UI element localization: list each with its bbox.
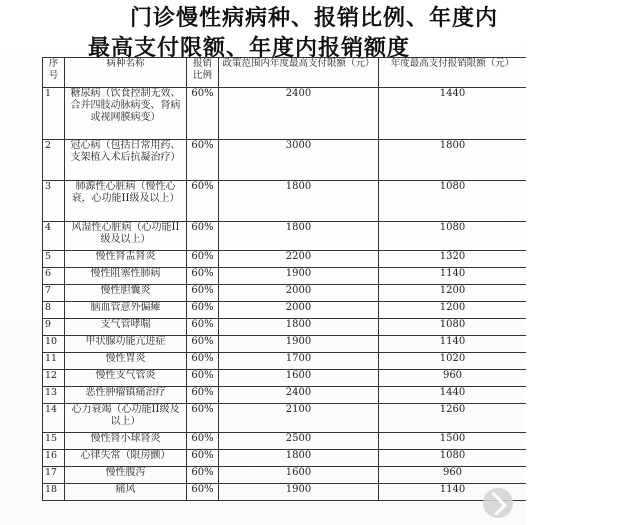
cell-limit: 2000 bbox=[219, 285, 379, 302]
cell-no: 12 bbox=[43, 370, 65, 387]
header-name: 病种名称 bbox=[65, 58, 187, 88]
cell-limit: 1600 bbox=[219, 467, 379, 484]
cell-reimb: 1200 bbox=[379, 302, 527, 319]
cell-no: 5 bbox=[43, 251, 65, 268]
cell-reimb: 1080 bbox=[379, 450, 527, 467]
table-row bbox=[43, 336, 527, 353]
table-row bbox=[43, 450, 527, 467]
cell-reimb: 1080 bbox=[379, 181, 527, 222]
cell-rate: 60% bbox=[187, 484, 219, 501]
cell-rate: 60% bbox=[187, 450, 219, 467]
cell-reimb: 1200 bbox=[379, 285, 527, 302]
cell-reimb: 1080 bbox=[379, 222, 527, 251]
cell-limit: 1800 bbox=[219, 181, 379, 222]
cell-limit: 1900 bbox=[219, 336, 379, 353]
cell-reimb: 960 bbox=[379, 467, 527, 484]
right-blank-area bbox=[526, 0, 640, 525]
cell-reimb: 1140 bbox=[379, 268, 527, 285]
table-row bbox=[43, 387, 527, 404]
cell-rate: 60% bbox=[187, 222, 219, 251]
cell-disease-name: 痛风 bbox=[65, 484, 187, 501]
cell-no: 1 bbox=[43, 88, 65, 140]
cell-reimb: 1440 bbox=[379, 88, 527, 140]
table-row bbox=[43, 433, 527, 450]
cell-reimb: 1320 bbox=[379, 251, 527, 268]
cell-disease-name: 风湿性心脏病（心功能II级及以上） bbox=[65, 222, 187, 251]
cell-rate: 60% bbox=[187, 181, 219, 222]
cell-rate: 60% bbox=[187, 319, 219, 336]
cell-disease-name: 甲状腺功能亢进症 bbox=[65, 336, 187, 353]
next-arrow-icon[interactable] bbox=[483, 488, 513, 518]
title-line-1: 门诊慢性病病种、报销比例、年度内 bbox=[130, 6, 499, 31]
cell-no: 14 bbox=[43, 404, 65, 433]
cell-reimb: 1140 bbox=[379, 484, 527, 501]
cell-rate: 60% bbox=[187, 285, 219, 302]
cell-limit: 2400 bbox=[219, 387, 379, 404]
cell-disease-name: 慢性肾小球肾炎 bbox=[65, 433, 187, 450]
cell-no: 17 bbox=[43, 467, 65, 484]
cell-rate: 60% bbox=[187, 268, 219, 285]
cell-no: 6 bbox=[43, 268, 65, 285]
cell-no: 8 bbox=[43, 302, 65, 319]
cell-rate: 60% bbox=[187, 353, 219, 370]
disease-table bbox=[42, 57, 527, 501]
table-row bbox=[43, 181, 527, 222]
cell-limit: 1800 bbox=[219, 450, 379, 467]
cell-reimb: 1800 bbox=[379, 140, 527, 181]
cell-no: 16 bbox=[43, 450, 65, 467]
cell-limit: 1700 bbox=[219, 353, 379, 370]
cell-limit: 2400 bbox=[219, 88, 379, 140]
cell-limit: 3000 bbox=[219, 140, 379, 181]
cell-rate: 60% bbox=[187, 251, 219, 268]
cell-disease-name: 慢性腹泻 bbox=[65, 467, 187, 484]
cell-no: 15 bbox=[43, 433, 65, 450]
table-row bbox=[43, 404, 527, 433]
cell-reimb: 1020 bbox=[379, 353, 527, 370]
cell-rate: 60% bbox=[187, 302, 219, 319]
cell-limit: 2200 bbox=[219, 251, 379, 268]
cell-rate: 60% bbox=[187, 88, 219, 140]
cell-rate: 60% bbox=[187, 433, 219, 450]
table-body bbox=[43, 88, 527, 501]
table-row bbox=[43, 88, 527, 140]
cell-rate: 60% bbox=[187, 387, 219, 404]
cell-no: 2 bbox=[43, 140, 65, 181]
cell-disease-name: 脑血管意外偏瘫 bbox=[65, 302, 187, 319]
cell-rate: 60% bbox=[187, 140, 219, 181]
cell-disease-name: 冠心病（包括日常用药、支架植入术后抗凝治疗） bbox=[65, 140, 187, 181]
cell-reimb: 1440 bbox=[379, 387, 527, 404]
cell-disease-name: 慢性胆囊炎 bbox=[65, 285, 187, 302]
cell-no: 10 bbox=[43, 336, 65, 353]
cell-no: 4 bbox=[43, 222, 65, 251]
table-row bbox=[43, 319, 527, 336]
cell-limit: 2100 bbox=[219, 404, 379, 433]
cell-no: 7 bbox=[43, 285, 65, 302]
cell-disease-name: 支气管哮喘 bbox=[65, 319, 187, 336]
table-row bbox=[43, 353, 527, 370]
cell-no: 18 bbox=[43, 484, 65, 501]
cell-rate: 60% bbox=[187, 336, 219, 353]
cell-disease-name: 糖尿病（饮食控制无效、合并四肢动脉病变、肾病或视网膜病变） bbox=[65, 88, 187, 140]
title-line-2: 最高支付限额、年度内报销额度 bbox=[88, 36, 411, 61]
table-header-row bbox=[43, 58, 527, 88]
table-row bbox=[43, 302, 527, 319]
cell-rate: 60% bbox=[187, 467, 219, 484]
cell-limit: 1800 bbox=[219, 319, 379, 336]
cell-disease-name: 心力衰竭（心功能II级及以上） bbox=[65, 404, 187, 433]
cell-rate: 60% bbox=[187, 370, 219, 387]
cell-disease-name: 肺源性心脏病（慢性心衰，心功能II级及以上） bbox=[65, 181, 187, 222]
cell-disease-name: 慢性胃炎 bbox=[65, 353, 187, 370]
cell-limit: 2000 bbox=[219, 302, 379, 319]
cell-no: 3 bbox=[43, 181, 65, 222]
cell-disease-name: 慢性阻塞性肺病 bbox=[65, 268, 187, 285]
cell-reimb: 960 bbox=[379, 370, 527, 387]
cell-disease-name: 心律失常（限房颤） bbox=[65, 450, 187, 467]
cell-reimb: 1500 bbox=[379, 433, 527, 450]
table-row bbox=[43, 140, 527, 181]
cell-limit: 1600 bbox=[219, 370, 379, 387]
cell-reimb: 1140 bbox=[379, 336, 527, 353]
cell-rate: 60% bbox=[187, 404, 219, 433]
cell-disease-name: 慢性肾盂肾炎 bbox=[65, 251, 187, 268]
table-row bbox=[43, 222, 527, 251]
header-reimb: 年度最高支付报销限额（元） bbox=[379, 58, 527, 88]
table-row bbox=[43, 285, 527, 302]
cell-no: 11 bbox=[43, 353, 65, 370]
cell-limit: 1900 bbox=[219, 268, 379, 285]
cell-no: 13 bbox=[43, 387, 65, 404]
table-row bbox=[43, 251, 527, 268]
header-rate: 报销比例 bbox=[187, 58, 219, 88]
table-row bbox=[43, 484, 527, 501]
cell-disease-name: 恶性肿瘤镇痛治疗 bbox=[65, 387, 187, 404]
cell-limit: 1900 bbox=[219, 484, 379, 501]
header-limit: 政策范围内年度最高支付限额（元） bbox=[219, 58, 379, 88]
table-row bbox=[43, 370, 527, 387]
cell-reimb: 1080 bbox=[379, 319, 527, 336]
cell-disease-name: 慢性支气管炎 bbox=[65, 370, 187, 387]
cell-limit: 1800 bbox=[219, 222, 379, 251]
cell-no: 9 bbox=[43, 319, 65, 336]
header-no: 序号 bbox=[43, 58, 65, 88]
cell-reimb: 1260 bbox=[379, 404, 527, 433]
table-row bbox=[43, 467, 527, 484]
table-row bbox=[43, 268, 527, 285]
cell-limit: 2500 bbox=[219, 433, 379, 450]
